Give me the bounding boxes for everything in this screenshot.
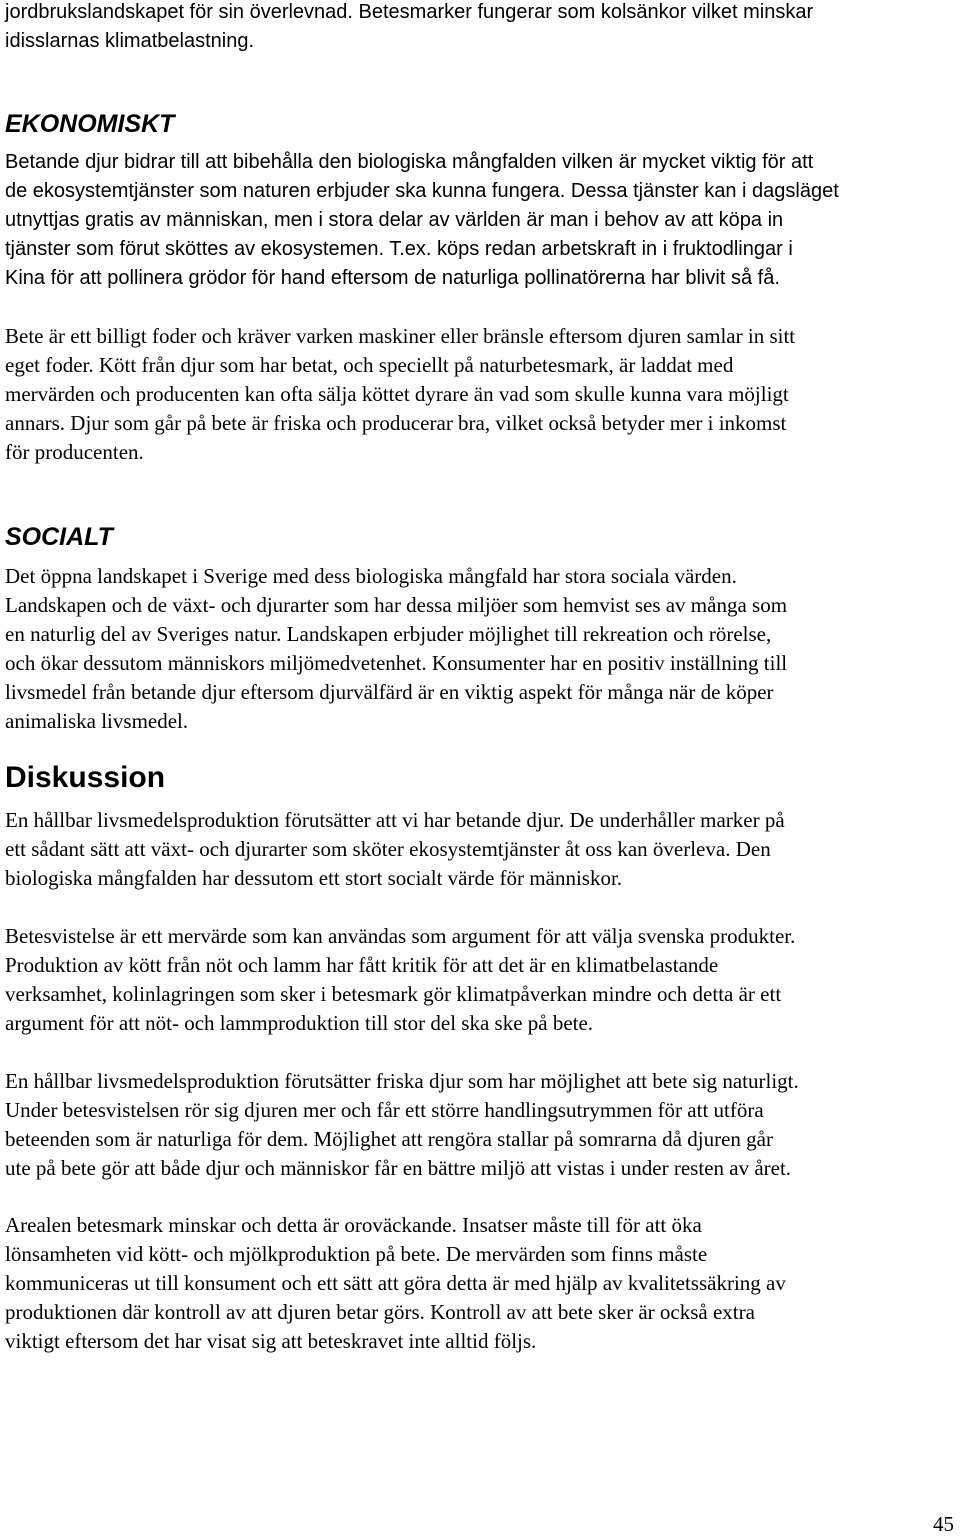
heading-ekonomiskt: EKONOMISKT xyxy=(5,110,175,138)
diskussion-paragraph-4: Arealen betesmark minskar och detta är oroväckande. Insatser måste till för att öka lönsamheten vid kött- och mjölkproduktion på bete. De mervärden som finns måste kommuniceras ut till konsument och ett sätt att göra detta är med hjälp av kvalitetssäkring av produktionen där kontroll av att djuren betar görs. Kontroll av att bete sker är också extra viktigt eftersom det har visat sig att beteskravet inte alltid följs. xyxy=(5,1213,786,1353)
ekonomiskt-paragraph-2: Bete är ett billigt foder och kräver varken maskiner eller bränsle eftersom djuren samlar in sitt eget foder. Kött från djur som har betat, och speciellt på naturbetesmark, är laddat med mervärden och producenten kan ofta sälja köttet dyrare än vad som skulle kunna vara möjligt annars. Djur som går på bete är friska och producerar bra, vilket också betyder mer i inkomst för producenten. xyxy=(5,324,796,464)
socialt-paragraph-1: Det öppna landskapet i Sverige med dess biologiska mångfald har stora sociala värden. Landskapen och de växt- och djurarter som har dessa miljöer som hemvist ses av många som en naturlig del av Sveriges natur. Landskapen erbjuder möjlighet till rekreation och rörelse, och ökar dessutom människors miljömedvetenhet. Konsumenter har en positiv inställning till livsmedel från betande djur eftersom djurvälfärd är en viktig aspekt för många när de köper animaliska livsmedel. xyxy=(5,564,788,733)
diskussion-paragraph-1: En hållbar livsmedelsproduktion förutsätter att vi har betande djur. De underhåller marker på ett sådant sätt att växt- och djurarter som sköter ekosystemtjänster åt oss kan överleva. Den biologiska mångfalden har dessutom ett stort socialt värde för människor. xyxy=(5,808,785,890)
page-number: 45 xyxy=(933,1512,954,1536)
diskussion-paragraph-2: Betesvistelse är ett mervärde som kan användas som argument för att välja svenska produkter. Produktion av kött från nöt och lamm har fått kritik för att det är en klimatbelastande verksamhet, kolinlagringen som sker i betesmark gör klimatpåverkan mindre och detta är ett argument för att nöt- och lammproduktion till stor del ska ske på bete. xyxy=(5,924,796,1035)
diskussion-paragraph-3: En hållbar livsmedelsproduktion förutsätter friska djur som har möjlighet att bete sig naturligt. Under betesvistelsen rör sig djuren mer och får ett större handlingsutrymmen för att utföra beteenden som är naturliga för dem. Möjlighet att rengöra stallar på somrarna då djuren går ute på bete gör att både djur och människor får en bättre miljö att vistas i under resten av året. xyxy=(5,1069,799,1180)
intro-paragraph: jordbrukslandskapet för sin överlevnad. Betesmarker fungerar som kolsänkor vilket minskar idisslarnas klimatbelastning. xyxy=(5,1,814,52)
heading-diskussion: Diskussion xyxy=(5,761,166,794)
heading-socialt: SOCIALT xyxy=(5,523,113,551)
ekonomiskt-paragraph-1: Betande djur bidrar till att bibehålla den biologiska mångfalden vilken är mycket viktig för att de ekosystemtjänster som naturen erbjuder ska kunna fungera. Dessa tjänster kan i dagsläget utnyttjas gratis av människan, men i stora delar av världen är man i behov av att köpa in tjänster som förut sköttes av ekosystemen. T.ex. köps redan arbetskraft in i fruktodlingar i Kina för att pollinera grödor för hand eftersom de naturliga pollinatörerna har blivit så få. xyxy=(5,151,839,289)
